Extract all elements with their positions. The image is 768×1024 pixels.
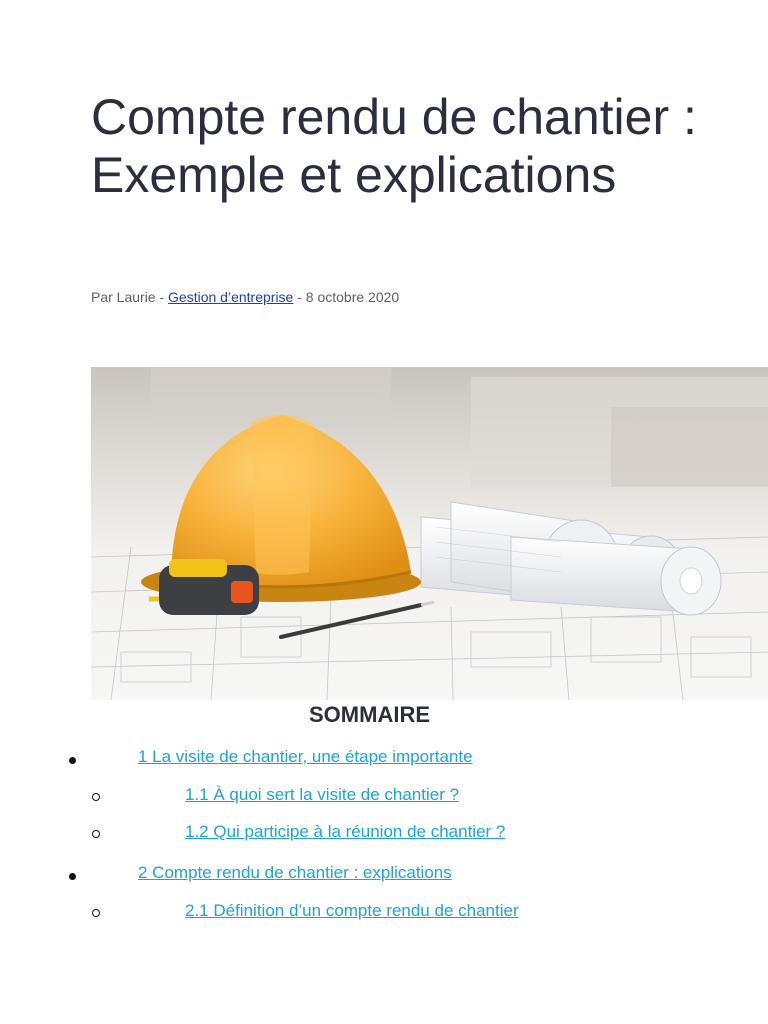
byline-date: - 8 octobre 2020 [293, 289, 400, 305]
category-link[interactable]: Gestion d’entreprise [168, 289, 294, 305]
toc-heading: SOMMAIRE [309, 702, 430, 727]
hero-image [91, 367, 768, 700]
toc-link-1[interactable]: 1 La visite de chantier, une étape importante [138, 747, 473, 766]
toc-bullet-circle [92, 793, 100, 801]
toc-item-2-1 [185, 900, 519, 922]
toc-link-2[interactable]: 2 Compte rendu de chantier : explications [138, 863, 452, 882]
toc-bullet-disc [69, 873, 76, 880]
toc-link-1-1[interactable]: 1.1 À quoi sert la visite de chantier ? [185, 785, 460, 804]
toc-item-1 [138, 746, 473, 768]
toc-bullet-circle [92, 830, 100, 838]
toc-link-1-2[interactable]: 1.2 Qui participe à la réunion de chantier ? [185, 822, 506, 841]
article-title: Compte rendu de chantier : Exemple et explications [91, 89, 697, 203]
toc-bullet-circle [92, 909, 100, 917]
toc-item-2 [138, 862, 452, 884]
toc-link-2-1[interactable]: 2.1 Définition d’un compte rendu de chantier [185, 901, 519, 920]
article-byline [91, 289, 399, 305]
toc-item-1-2 [185, 821, 505, 843]
toc-item-1-1 [185, 784, 459, 806]
toc-bullet-disc [69, 757, 76, 764]
byline-author: Par Laurie - [91, 289, 169, 305]
